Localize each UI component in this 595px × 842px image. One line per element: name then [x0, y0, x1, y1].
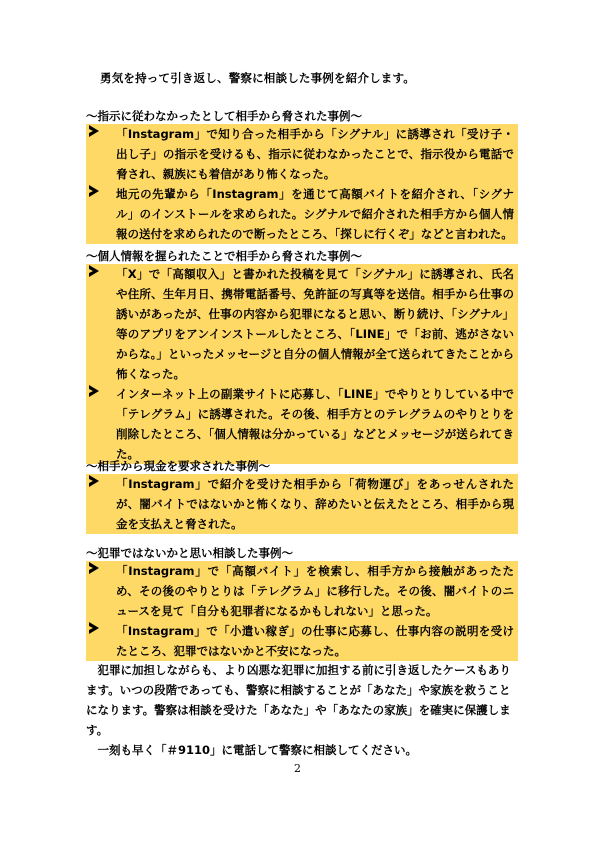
case-item [86, 264, 518, 384]
closing-paragraph: 犯罪に加担しながらも、より凶悪な犯罪に加担する前に引き返したケースもあります。いつの段階であっても、警察に相談することが「あなた」や家族を救うことになります。警察は相談を受けた「あなた」や「あなたの家族」を確実に保護します。 [86, 663, 511, 737]
case-box-personal-info [86, 264, 518, 464]
section-heading-personal-info: ～個人情報を握られたことで相手から脅された事例～ [86, 249, 362, 263]
page-number: 2 [294, 762, 301, 775]
case-item [86, 621, 518, 661]
arrow-bullet-icon [89, 265, 99, 277]
arrow-bullet-icon [89, 562, 99, 574]
case-box-threatened-disobey [86, 124, 518, 244]
arrow-bullet-icon [89, 125, 99, 137]
case-item [86, 474, 518, 534]
section-heading-cash-demand: ～相手から現金を要求された事例～ [86, 459, 270, 473]
arrow-bullet-icon [89, 185, 99, 197]
case-text: 「X」で「高額収入」と書かれた投稿を見て「シグナル」に誘導され、氏名や住所、生年月日、携帯電話番号、免許証の写真等を送信。相手から仕事の誘いがあったが、仕事の内容から犯罪になると思い、断り続け、「シグナル」等のアプリをアンインストールしたところ、「LINE」で「お前、逃がさないからな。」といったメッセージと自分の個人情報が全て送られてきたことから怖くなった。 [116, 267, 514, 381]
case-box-crime-suspicion [86, 561, 518, 661]
case-box-cash-demand [86, 474, 518, 534]
section-heading-crime-suspicion: ～犯罪ではないかと思い相談した事例～ [86, 546, 293, 560]
arrow-bullet-icon [89, 475, 99, 487]
intro-text: 勇気を持って引き返し、警察に相談した事例を紹介します。 [100, 71, 415, 85]
case-text: 「Instagram」で知り合った相手から「シグナル」に誘導され「受け子・出し子」の指示を受けるも、指示に従わなかったことで、指示役から電話で脅され、親族にも着信があり怖くなった。 [116, 127, 514, 181]
arrow-bullet-icon [89, 385, 99, 397]
case-item [86, 561, 518, 621]
case-item [86, 384, 518, 464]
case-item [86, 184, 518, 244]
case-item [86, 124, 518, 184]
case-text: 「Instagram」で「小遣い稼ぎ」の仕事に応募し、仕事内容の説明を受けたところ、犯罪ではないかと不安になった。 [116, 624, 514, 658]
arrow-bullet-icon [89, 622, 99, 634]
closing-call-to-action: 一刻も早く「＃9110」に電話して警察に相談してください。 [86, 743, 418, 757]
case-text: 「Instagram」で紹介を受けた相手から「荷物運び」をあっせんされたが、闇バイトではないかと怖くなり、辞めたいと伝えたところ、相手から現金を支払えと脅された。 [116, 477, 514, 531]
case-text: インターネット上の副業サイトに応募し、「LINE」でやりとりしている中で「テレグラム」に誘導された。その後、相手方とのテレグラムのやりとりを削除したところ、「個人情報は分かっている」などとメッセージが送られてきた。 [116, 387, 514, 461]
case-text: 地元の先輩から「Instagram」を通じて高額バイトを紹介され、「シグナル」のインストールを求められた。シグナルで紹介された相手方から個人情報の送付を求められたので断ったところ、「探しに行くぞ」などと言われた。 [116, 187, 514, 241]
section-heading-threatened-disobey: ～指示に従わなかったとして相手から脅された事例～ [86, 109, 362, 123]
case-text: 「Instagram」で「高額バイト」を検索し、相手方から接触があったため、その後のやりとりは「テレグラム」に移行した。その後、闇バイトのニュースを見て「自分も犯罪者になるかもしれない」と思った。 [116, 564, 514, 618]
